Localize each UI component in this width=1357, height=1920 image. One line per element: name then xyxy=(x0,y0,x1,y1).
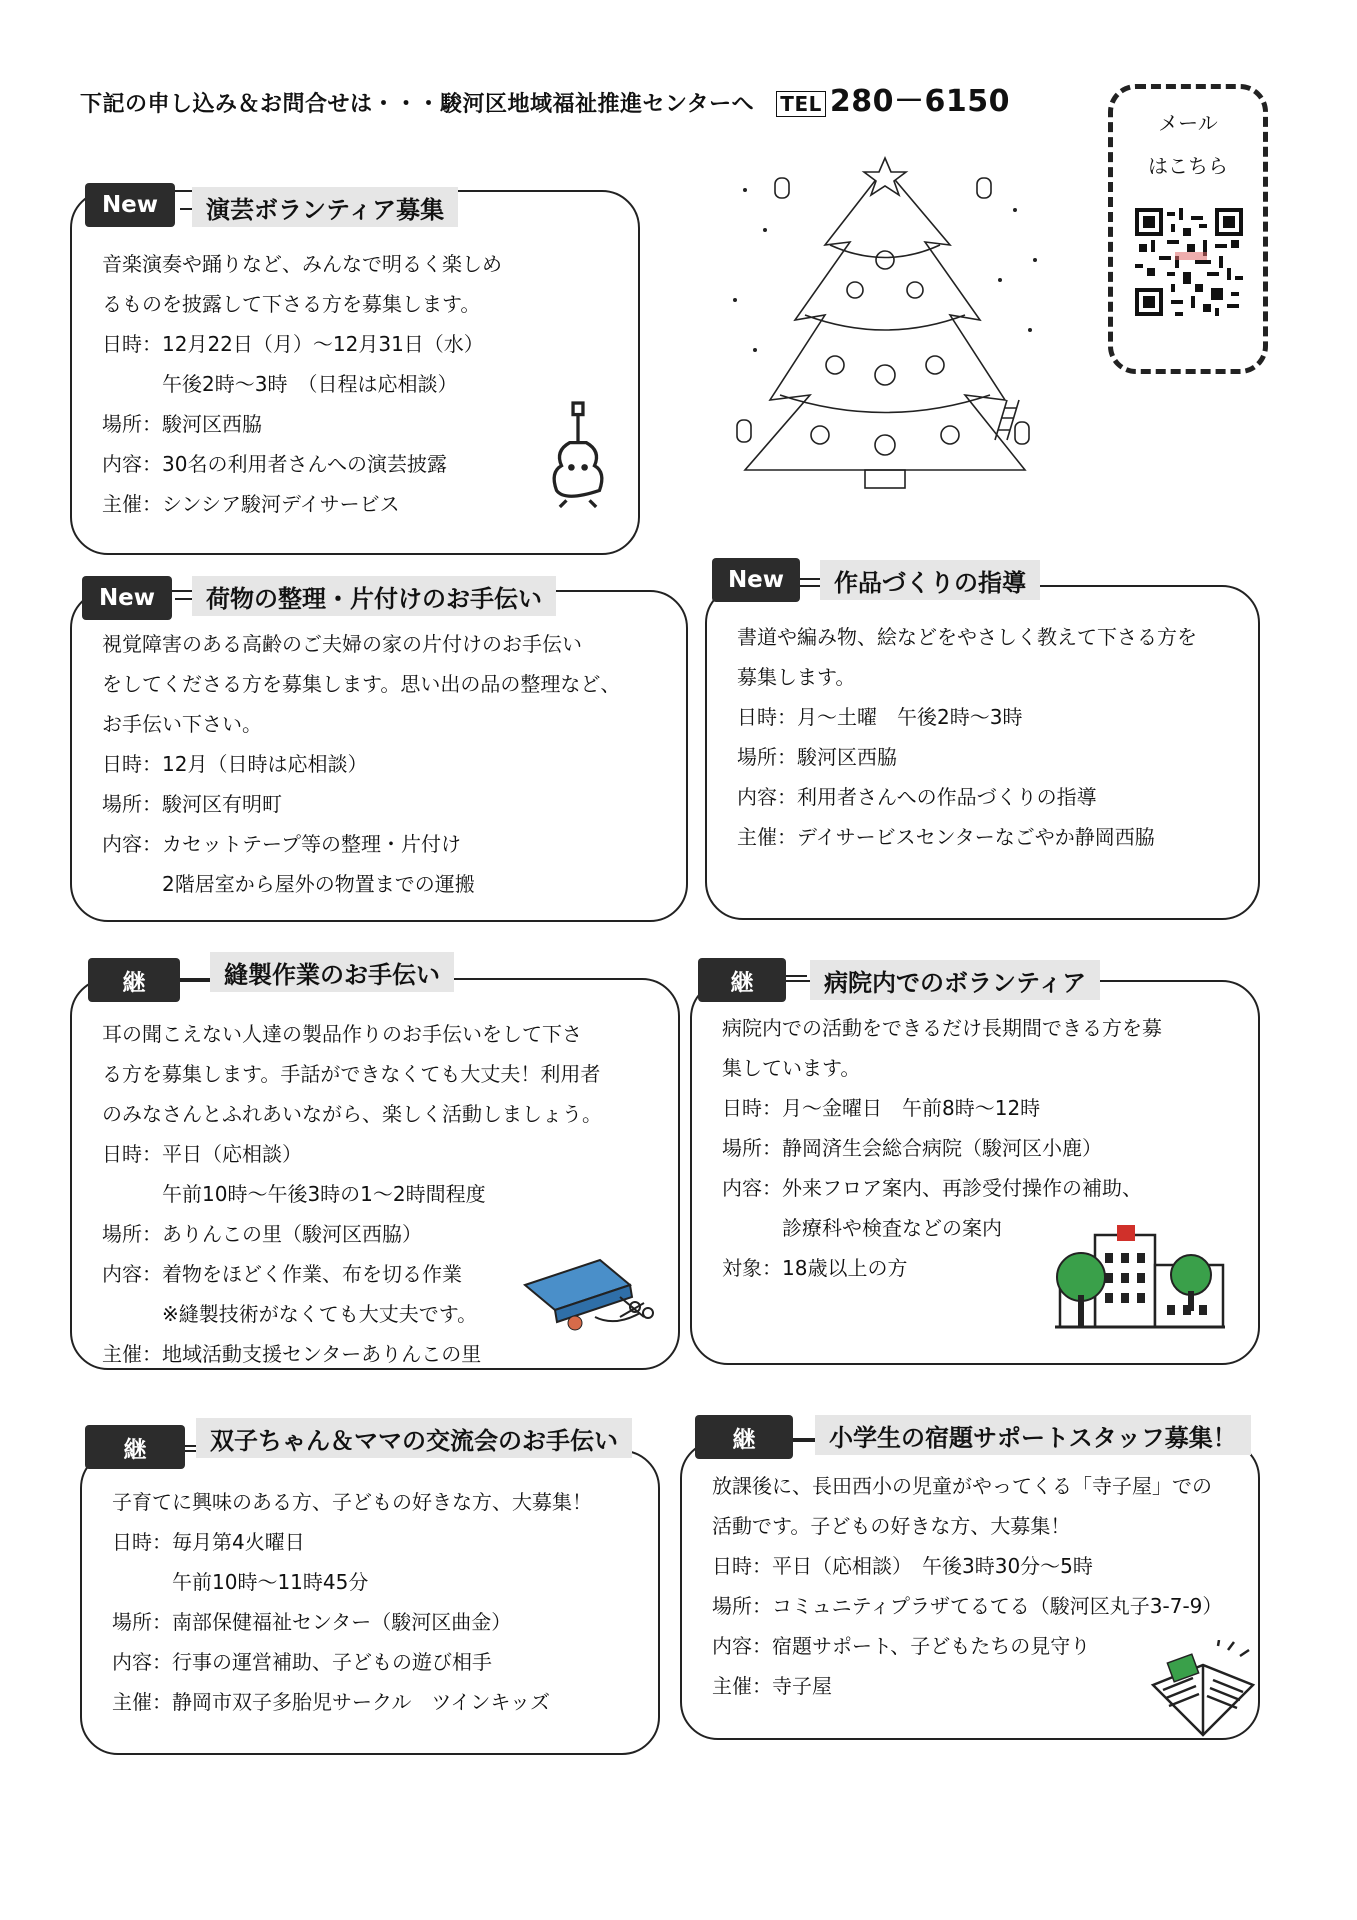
card-title: 病院内でのボランティア xyxy=(810,960,1100,1000)
mail-label: メール xyxy=(1158,111,1218,135)
card-body: 音楽演奏や踊りなど、みんなで明るく楽しめ るものを披露して下さる方を募集します。 日時：12月22日（月）～12月31日（水） 午後2時～3時 （日程は応相談） 場所：駿河区西脇 内容：30名の利用者さんへの演芸披露 主催：シンシア駿河デイサービス xyxy=(102,252,502,516)
card-body: 子育てに興味のある方、子どもの好きな方、大募集！ 日時：毎月第4火曜日 午前10時～11時45分 場所：南部保健福祉センター（駿河区曲金） 内容：行事の運営補助、子どもの遊び相手 主催：静岡市双子多胎児サークル ツインキッズ xyxy=(112,1490,592,1714)
qr-code-icon[interactable] xyxy=(1135,199,1243,325)
christmas-tree-illustration xyxy=(715,150,1055,490)
tel-number: 280－6150 xyxy=(829,84,1010,119)
mail-qr-box[interactable] xyxy=(1108,84,1268,374)
card-title: 演芸ボランティア募集 xyxy=(192,187,458,227)
card-body: 病院内での活動をできるだけ長期間できる方を募 集しています。 日時：月～金曜日 午前8時～12時 場所：静岡済生会総合病院（駿河区小鹿） 内容：外来フロア案内、再診受付操作の補助、 診療科や検査などの案内 対象：18歳以上の方 xyxy=(722,1016,1162,1280)
card-title: 荷物の整理・片付けのお手伝い xyxy=(192,576,556,616)
card-craft-instruction xyxy=(705,585,1260,920)
contact-header xyxy=(80,76,1010,120)
phone-number[interactable] xyxy=(776,84,1010,119)
card-body: 書道や編み物、絵などをやさしく教えて下さる方を 募集します。 日時：月～土曜 午後2時～3時 場所：駿河区西脇 内容：利用者さんへの作品づくりの指導 主催：デイサービスセンターなごやか静岡西脇 xyxy=(737,625,1197,849)
continued-badge: 継 xyxy=(695,1415,793,1459)
mail-here-label: はこちら xyxy=(1148,154,1228,178)
continued-badge: 継 xyxy=(88,958,180,1002)
continued-badge: 継 xyxy=(85,1425,185,1469)
open-book-icon xyxy=(1148,1640,1258,1740)
card-housework-help xyxy=(70,590,688,922)
card-body: 視覚障害のある高齢のご夫婦の家の片付けのお手伝い をしてくださる方を募集します。思い出の品の整理など、 お手伝い下さい。 日時：12月（日時は応相談） 場所：駿河区有明町 内容：カセットテープ等の整理・片付け 2階居室から屋外の物置までの運搬 xyxy=(102,632,621,896)
hospital-building-icon xyxy=(1055,1225,1225,1335)
card-twins-meetup-help xyxy=(80,1450,660,1755)
card-body: 耳の聞こえない人達の製品作りのお手伝いをして下さ る方を募集します。手話ができなくても大丈夫！利用者 のみなさんとふれあいながら、楽しく活動しましょう。 日時：平日（応相談） 午前10時～午後3時の1～2時間程度 場所：ありんこの里（駿河区西脇） 内容：着物をほどく作業、布を切る作業 ※縫製技術がなくても大丈夫です。 主催：地域活動支援センターありんこの里 xyxy=(102,1022,602,1366)
card-title: 小学生の宿題サポートスタッフ募集！ xyxy=(815,1415,1251,1455)
new-badge: New xyxy=(85,183,175,227)
continued-badge: 継 xyxy=(698,958,786,1002)
title-line xyxy=(800,578,820,580)
contact-text: 下記の申し込み＆お問合せは・・・駿河区地域福祉推進センターへ xyxy=(80,92,755,117)
sewing-tools-icon xyxy=(520,1255,660,1335)
tel-icon: TEL xyxy=(776,91,826,117)
card-body: 放課後に、長田西小の児童がやってくる「寺子屋」での 活動です。子どもの好きな方、大募集！ 日時：平日（応相談） 午後3時30分～5時 場所：コミュニティプラザてるてる（駿河区丸子3-7-9） 内容：宿題サポート、子どもたちの見守り 主催：寺子屋 xyxy=(712,1474,1223,1698)
title-line xyxy=(785,975,807,977)
guitar-icon xyxy=(545,400,611,510)
title-line xyxy=(180,980,210,982)
card-title: 双子ちゃん＆ママの交流会のお手伝い xyxy=(196,1418,632,1458)
new-badge: New xyxy=(82,576,172,620)
new-badge: New xyxy=(712,558,800,602)
card-title: 縫製作業のお手伝い xyxy=(210,952,454,992)
title-line xyxy=(793,1438,815,1440)
card-title: 作品づくりの指導 xyxy=(820,560,1040,600)
